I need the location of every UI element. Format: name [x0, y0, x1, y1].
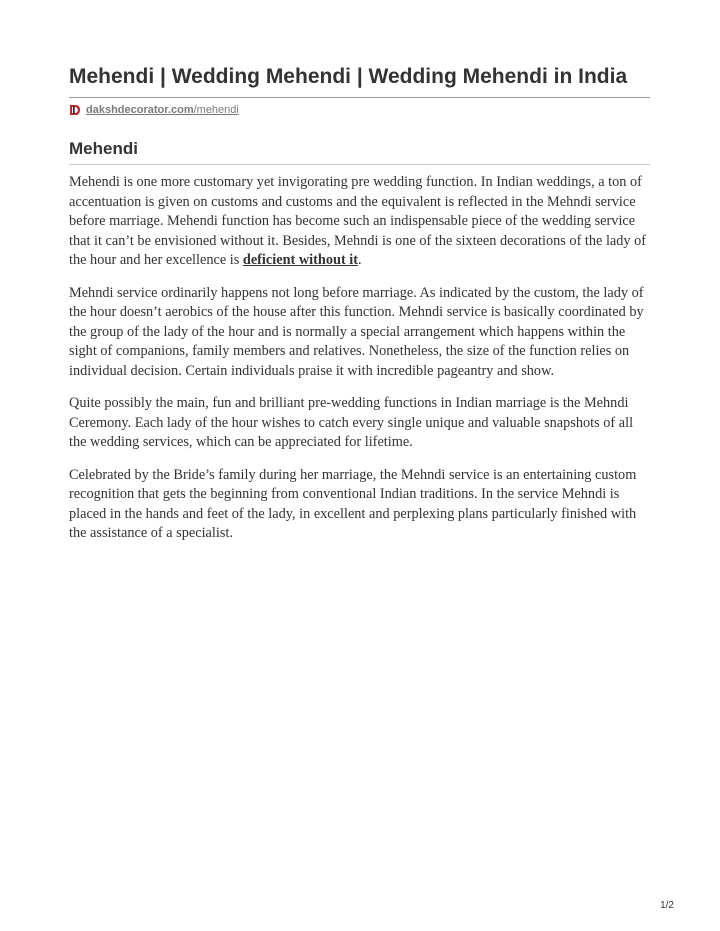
paragraph-1: [69, 173, 653, 271]
title-divider: [69, 97, 650, 98]
article-body: [69, 173, 653, 557]
paragraph-3: Quite possibly the main, fun and brilliant pre-wedding functions in Indian marriage is the Mehndi Ceremony. Each lady of the hour wishes to catch every single unique and valuable snapshots of all the wedding services, which can be appreciated for lifetime.: [69, 395, 634, 450]
section-heading: Mehendi: [69, 139, 138, 158]
site-favicon-icon: [69, 104, 81, 116]
page-title: Mehendi | Wedding Mehendi | Wedding Mehendi in India: [69, 65, 628, 88]
source-path[interactable]: /mehendi: [193, 104, 239, 116]
page-number: 1/2: [660, 900, 674, 911]
paragraph-1-text: Mehendi is one more customary yet invigorating pre wedding function. In Indian weddings, a ton of accentuation is given on customs and customs and the equivalent is reflected in the Mehndi service before marriage. Mehendi function has become such an indispensable piece of the wedding service that it can’t be envisioned without it. Besides, Mehndi is one of the sixteen decorations of the lady of the hour and her excellence is: [69, 174, 647, 268]
source-domain[interactable]: dakshdecorator.com: [86, 104, 194, 116]
paragraph-2: Mehndi service ordinarily happens not long before marriage. As indicated by the custom, the lady of the hour doesn’t aerobics of the house after this function. Mehndi service is basically coordinated by the group of the lady of the hour and is normally a special arrangement which happens within the sight of companions, family members and relatives. Nonetheless, the size of the function relies on individual decision. Certain individuals praise it with incredible pageantry and show.: [69, 284, 644, 379]
paragraph-4: Celebrated by the Bride’s family during her marriage, the Mehndi service is an entertaining custom recognition that gets the beginning from conventional Indian traditions. In the service Mehndi is placed in the hands and feet of the lady, in excellent and perplexing plans particularly finished with the assistance of a specialist.: [69, 466, 637, 541]
section-divider: [69, 164, 650, 165]
deficient-without-it-link[interactable]: deficient without it: [242, 252, 359, 268]
paragraph-1-end: .: [358, 252, 362, 268]
source-link[interactable]: [69, 103, 239, 117]
